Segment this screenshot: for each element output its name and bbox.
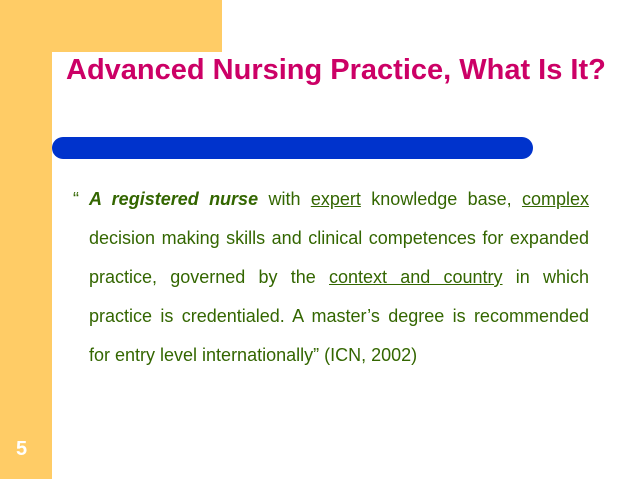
slide-number: 5 — [16, 438, 28, 460]
definition-text-run: in which practice is credentialed. A master’s degree is recommended for entry level internationally” (ICN, 2002) — [89, 267, 589, 365]
slide-title: Advanced Nursing Practice, What Is It? — [66, 54, 606, 86]
left-accent-strip — [0, 0, 52, 479]
definition-phrase-registered-nurse: A registered nurse — [89, 189, 259, 209]
definition-text-run: decision making skills and clinical competences for expanded practice, governed by the — [89, 228, 589, 287]
open-quote-mark: “ — [73, 189, 79, 209]
definition-text-run: with — [258, 189, 311, 209]
title-underline-bar — [52, 137, 533, 159]
definition-term-context-and-country: context and country — [329, 267, 503, 287]
definition-text — [89, 180, 589, 375]
definition-term-expert: expert — [310, 189, 361, 209]
definition-term-complex: complex — [521, 189, 590, 209]
definition-text-run: knowledge base, — [360, 189, 522, 209]
